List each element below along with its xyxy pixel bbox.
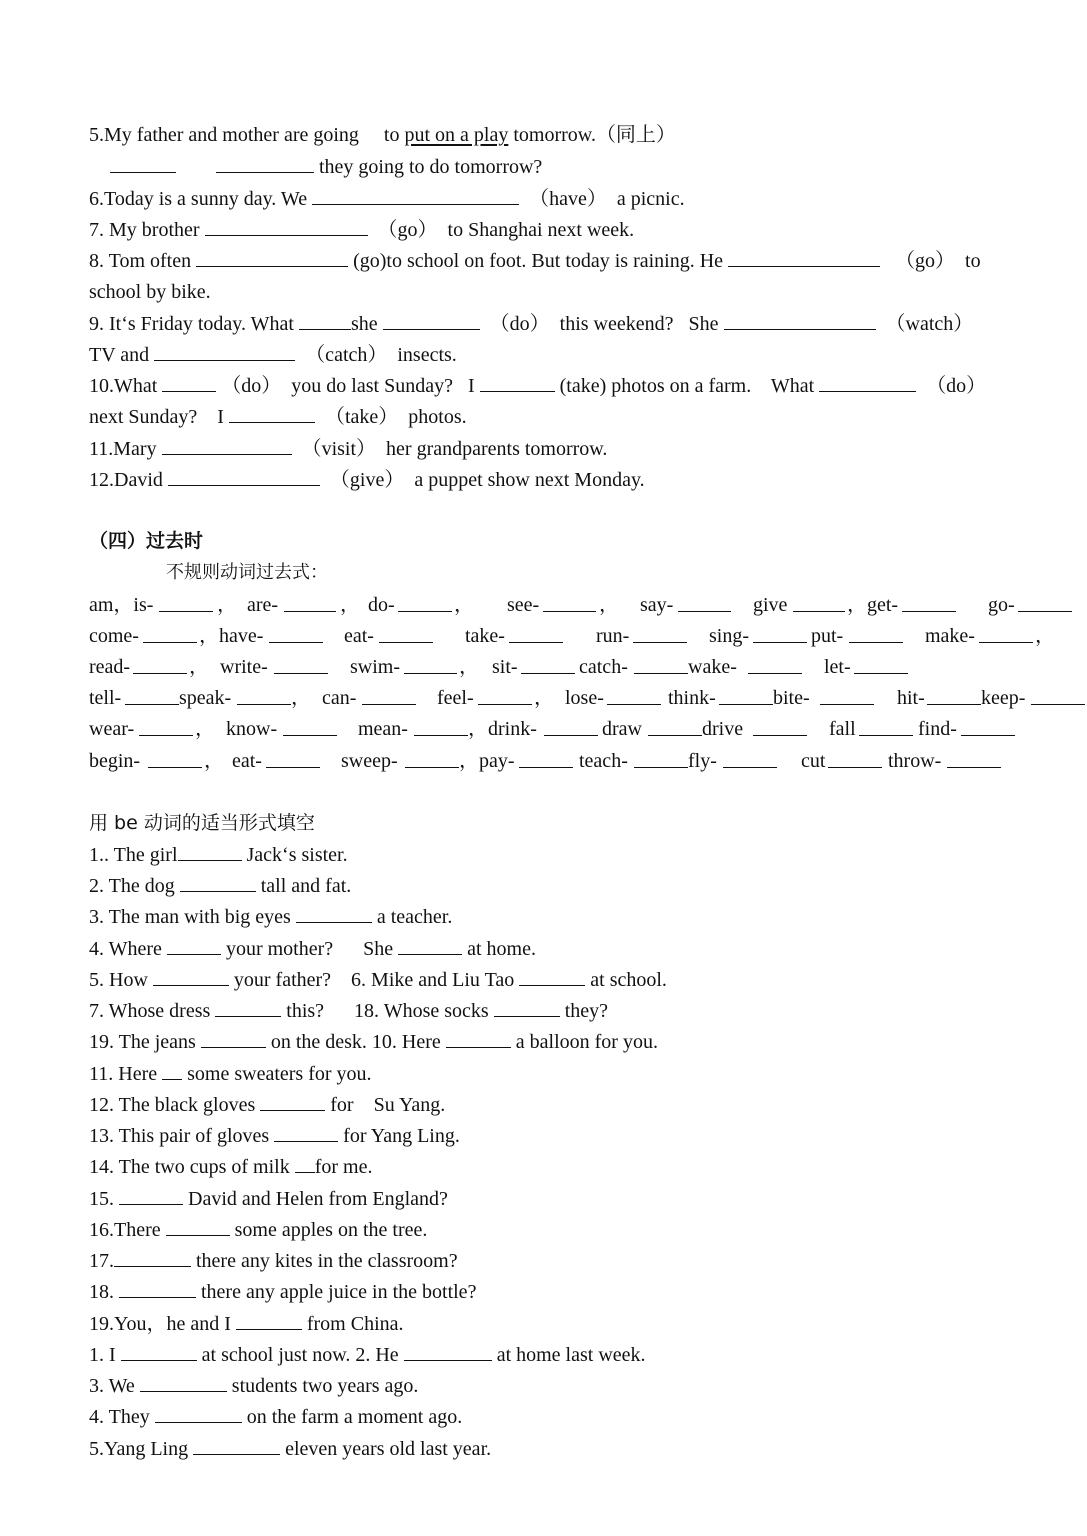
answer-blank[interactable] (379, 624, 433, 643)
answer-blank[interactable] (519, 749, 573, 768)
question-text: David and Helen from England? (188, 1188, 448, 1210)
answer-blank[interactable] (753, 624, 807, 643)
verb-item: cut (801, 750, 826, 772)
separator: ， (599, 594, 619, 616)
be-question (89, 1373, 418, 1398)
verb-item: am，is- (89, 594, 154, 616)
answer-blank[interactable] (140, 1373, 227, 1392)
answer-blank[interactable] (521, 655, 575, 674)
question-text: （do） you do last Sunday? I (221, 375, 475, 397)
verb-item: drive (702, 718, 744, 740)
question-text: at home. (467, 938, 536, 960)
question-text: 5.Yang Ling (89, 1438, 189, 1460)
separator: ， (217, 594, 237, 616)
be-question (89, 1217, 427, 1242)
question-text: 4. Where (89, 938, 162, 960)
verb-item: see- (507, 594, 540, 616)
answer-blank[interactable] (634, 749, 688, 768)
question-text: TV and (89, 344, 150, 366)
question-text: （watch） (885, 313, 974, 335)
question-8 (89, 248, 981, 273)
verb-item: ，get- (847, 594, 899, 616)
answer-blank[interactable] (193, 1436, 280, 1455)
answer-blank[interactable] (296, 904, 372, 923)
verb-item: bite- (773, 687, 810, 709)
be-question (89, 967, 667, 992)
separator: ， (195, 718, 215, 740)
verb-item: read- (89, 656, 131, 678)
answer-blank[interactable] (854, 655, 908, 674)
verb-item: swim- (350, 656, 400, 678)
answer-blank[interactable] (819, 373, 916, 392)
answer-blank[interactable] (820, 686, 874, 705)
question-text: next Sunday? I (89, 406, 224, 428)
question-text: 12.David (89, 469, 163, 491)
question-text: 6.Today is a sunny day. We (89, 188, 308, 210)
verb-item: sweep- (341, 750, 398, 772)
answer-blank[interactable] (478, 686, 532, 705)
answer-blank[interactable] (229, 404, 315, 423)
verb-item: feel- (437, 687, 474, 709)
answer-blank[interactable] (961, 717, 1015, 736)
answer-blank[interactable] (148, 749, 202, 768)
verb-item: tell- (89, 687, 122, 709)
verb-item: run- (596, 625, 630, 647)
answer-blank[interactable] (162, 373, 216, 392)
answer-blank[interactable] (728, 248, 880, 267)
answer-blank[interactable] (979, 624, 1033, 643)
answer-blank[interactable] (119, 1279, 196, 1298)
answer-blank[interactable] (180, 873, 256, 892)
question-text: tomorrow.（同上） (513, 124, 676, 146)
answer-blank[interactable] (119, 1186, 183, 1205)
question-text: tall and fat. (260, 875, 352, 897)
verb-item: fall (829, 718, 856, 740)
question-text: 18. (89, 1281, 114, 1303)
verb-item: draw (602, 718, 642, 740)
verb-item: sing- (709, 625, 749, 647)
verb-item: speak- (179, 687, 232, 709)
answer-blank[interactable] (648, 717, 702, 736)
question-10 (89, 373, 986, 398)
question-text: on the farm a moment ago. (246, 1406, 463, 1428)
answer-blank[interactable] (274, 1123, 338, 1142)
question-text: for Yang Ling. (343, 1125, 460, 1147)
question-text: （visit） her grandparents tomorrow. (301, 438, 608, 460)
verb-item: wear- (89, 718, 135, 740)
answer-blank[interactable] (178, 842, 242, 861)
question-text: a balloon for you. (515, 1031, 658, 1053)
be-question (89, 1123, 460, 1148)
be-question (89, 1092, 445, 1117)
answer-blank[interactable] (153, 967, 229, 986)
question-text: at school. (590, 969, 667, 991)
verb-item: ，pay- (459, 750, 515, 772)
answer-blank[interactable] (167, 936, 221, 955)
separator: ， (291, 687, 311, 709)
verb-item: let- (824, 656, 851, 678)
verb-item: lose- (565, 687, 604, 709)
question-text: some sweaters for you. (187, 1063, 372, 1085)
verb-item: teach- (579, 750, 628, 772)
answer-blank[interactable] (312, 186, 519, 205)
answer-blank[interactable] (1031, 686, 1085, 705)
question-text: 15. (89, 1188, 114, 1210)
answer-blank[interactable] (902, 593, 956, 612)
question-text: at home last week. (496, 1344, 646, 1366)
verb-item: give (753, 594, 788, 616)
question-9-line2 (89, 342, 457, 367)
answer-blank[interactable] (753, 717, 807, 736)
question-text: 17. (89, 1250, 114, 1272)
answer-blank[interactable] (237, 686, 291, 705)
question-10-line2 (89, 404, 467, 429)
answer-blank[interactable] (155, 1404, 242, 1423)
answer-blank[interactable] (494, 998, 560, 1017)
separator: ， (534, 687, 554, 709)
answer-blank[interactable] (159, 593, 213, 612)
verb-item: do- (368, 594, 395, 616)
answer-blank[interactable] (404, 1342, 492, 1361)
verb-item: sit- (492, 656, 518, 678)
be-question (89, 1061, 372, 1086)
answer-blank[interactable] (678, 593, 731, 612)
separator: ， (459, 656, 479, 678)
question-text: on the desk. 10. Here (270, 1031, 441, 1053)
question-6 (89, 186, 685, 211)
section-heading: （四）过去时 (89, 530, 204, 552)
question-text: 2. The dog (89, 875, 175, 897)
answer-blank[interactable] (125, 686, 179, 705)
question-text: at school just now. 2. He (201, 1344, 399, 1366)
be-question (89, 1029, 658, 1054)
verb-item: eat- (344, 625, 374, 647)
question-text: 3. We (89, 1375, 135, 1397)
answer-blank[interactable] (544, 717, 598, 736)
question-text: （take） photos. (324, 406, 467, 428)
answer-blank[interactable] (139, 717, 193, 736)
answer-blank[interactable] (607, 686, 661, 705)
be-question (89, 998, 608, 1023)
question-text: 7. Whose dress (89, 1000, 211, 1022)
verb-item: go- (988, 594, 1015, 616)
question-text: （have） a picnic. (529, 188, 685, 210)
question-text: 7. My brother (89, 219, 200, 241)
question-text: 11.Mary (89, 438, 157, 460)
answer-blank[interactable] (947, 749, 1001, 768)
be-question (89, 1404, 462, 1429)
answer-blank[interactable] (748, 655, 802, 674)
verb-item: find- (918, 718, 957, 740)
question-text: some apples on the tree. (234, 1219, 428, 1241)
question-text: 11. Here (89, 1063, 158, 1085)
answer-blank[interactable] (398, 593, 452, 612)
answer-blank[interactable] (168, 467, 320, 486)
question-11 (89, 436, 607, 461)
answer-blank[interactable] (166, 1217, 230, 1236)
question-text: for me. (314, 1156, 373, 1178)
be-question (89, 936, 536, 961)
answer-blank[interactable] (828, 749, 882, 768)
verb-item: catch- (579, 656, 628, 678)
question-text: 9. It‘s Friday today. What (89, 313, 294, 335)
question-text: 1. I (89, 1344, 116, 1366)
question-text: 10.What (89, 375, 158, 397)
question-text: there any apple juice in the bottle? (201, 1281, 477, 1303)
answer-blank[interactable] (480, 373, 555, 392)
question-text: 19.You，he and I (89, 1313, 231, 1335)
verb-item: write- (220, 656, 268, 678)
answer-blank[interactable] (196, 248, 348, 267)
answer-blank[interactable] (216, 154, 314, 173)
question-text: 5.My father and mother are going (89, 124, 359, 146)
section-subheading: 不规则动词过去式： (166, 562, 328, 583)
be-question (89, 1186, 448, 1211)
be-question (89, 1279, 476, 1304)
answer-blank[interactable] (201, 1029, 266, 1048)
verb-item: keep- (981, 687, 1026, 709)
question-text: （go） to Shanghai next week. (377, 219, 635, 241)
verb-item: are- (247, 594, 279, 616)
verb-item: know- (226, 718, 278, 740)
answer-blank[interactable] (723, 749, 777, 768)
question-text: they? (564, 1000, 608, 1022)
question-text: Jack‘s sister. (246, 844, 348, 866)
question-5-line2 (110, 154, 542, 179)
be-question (89, 904, 452, 929)
be-question (89, 1248, 458, 1273)
question-5 (89, 123, 676, 147)
question-8-line2 (89, 280, 211, 304)
answer-blank[interactable] (162, 436, 292, 455)
question-text: this? 18. Whose socks (286, 1000, 489, 1022)
question-text: she (350, 313, 378, 335)
question-text: （catch） insects. (305, 344, 457, 366)
answer-blank[interactable] (398, 936, 462, 955)
verb-item: wake- (688, 656, 737, 678)
question-text: 8. Tom often (89, 250, 192, 272)
question-text: 12. The black gloves (89, 1094, 256, 1116)
question-text: for Su Yang. (330, 1094, 446, 1116)
question-text: your father? 6. Mike and Liu Tao (233, 969, 515, 991)
answer-blank[interactable] (114, 1248, 191, 1267)
verb-item: say- (640, 594, 674, 616)
question-7 (89, 217, 634, 242)
verb-item: ，have- (199, 625, 264, 647)
answer-blank[interactable] (284, 593, 336, 612)
question-text: there any kites in the classroom? (196, 1250, 458, 1272)
question-text: 19. The jeans (89, 1031, 196, 1053)
answer-blank[interactable] (162, 1061, 182, 1080)
question-12 (89, 467, 645, 492)
be-question (89, 1154, 373, 1179)
question-text: students two years ago. (231, 1375, 419, 1397)
verb-item: mean- (358, 718, 408, 740)
be-question (89, 1436, 491, 1461)
verb-item: fly- (688, 750, 717, 772)
question-text: school by bike. (89, 281, 211, 303)
answer-blank[interactable] (849, 624, 903, 643)
answer-blank[interactable] (299, 311, 351, 330)
question-9 (89, 311, 973, 336)
separator: ， (340, 594, 360, 616)
answer-blank[interactable] (793, 593, 845, 612)
be-question (89, 842, 348, 867)
verb-item: come- (89, 625, 139, 647)
verb-item: hit- (897, 687, 925, 709)
question-text: 3. The man with big eyes (89, 906, 291, 928)
question-text: a teacher. (376, 906, 453, 928)
answer-blank[interactable] (404, 655, 457, 674)
question-text: （do） (926, 375, 987, 397)
answer-blank[interactable] (519, 967, 585, 986)
answer-blank[interactable] (362, 686, 416, 705)
question-text: (go)to school on foot. But today is raining. He (353, 250, 724, 272)
section-heading: 用 be 动词的适当形式填空 (89, 812, 315, 834)
answer-blank[interactable] (719, 686, 773, 705)
be-question (89, 1311, 404, 1336)
answer-blank[interactable] (383, 311, 480, 330)
separator: ， (454, 594, 474, 616)
be-question (89, 873, 351, 898)
question-text: （go） to (895, 250, 981, 272)
answer-blank[interactable] (1018, 593, 1072, 612)
question-text: from China. (306, 1313, 404, 1335)
answer-blank[interactable] (927, 686, 981, 705)
verb-item: think- (668, 687, 716, 709)
verb-item: take- (465, 625, 505, 647)
answer-blank[interactable] (543, 593, 596, 612)
answer-blank[interactable] (143, 624, 197, 643)
answer-blank[interactable] (634, 655, 688, 674)
verb-item: put- (811, 625, 844, 647)
question-text: to (383, 124, 400, 146)
answer-blank[interactable] (205, 217, 368, 236)
answer-blank[interactable] (446, 1029, 511, 1048)
answer-blank[interactable] (110, 154, 176, 173)
verb-item: throw- (888, 750, 942, 772)
answer-blank[interactable] (509, 624, 563, 643)
question-text: （give） a puppet show next Monday. (329, 469, 645, 491)
answer-blank[interactable] (283, 717, 337, 736)
separator: ， (1035, 625, 1055, 647)
verb-item: ，drink- (468, 718, 537, 740)
verb-item: eat- (232, 750, 262, 772)
answer-blank[interactable] (260, 1092, 325, 1111)
question-text: 1.. The girl (89, 844, 178, 866)
question-text: 4. They (89, 1406, 150, 1428)
answer-blank[interactable] (269, 624, 323, 643)
question-text: your mother? She (225, 938, 394, 960)
answer-blank[interactable] (295, 1154, 315, 1173)
underlined-phrase: put on a play (404, 124, 509, 146)
question-text: （do） this weekend? She (489, 313, 719, 335)
question-text: 16.There (89, 1219, 161, 1241)
question-text: 14. The two cups of milk (89, 1156, 290, 1178)
answer-blank[interactable] (633, 624, 687, 643)
question-text: they going to do tomorrow? (319, 156, 543, 178)
be-question (89, 1342, 646, 1367)
answer-blank[interactable] (859, 717, 913, 736)
answer-blank[interactable] (215, 998, 281, 1017)
answer-blank[interactable] (266, 749, 320, 768)
answer-blank[interactable] (121, 1342, 197, 1361)
verb-item: can- (322, 687, 357, 709)
answer-blank[interactable] (274, 655, 328, 674)
question-text: eleven years old last year. (285, 1438, 492, 1460)
verb-item: begin- (89, 750, 141, 772)
question-text: (take) photos on a farm. What (559, 375, 815, 397)
verb-item: make- (925, 625, 975, 647)
question-text: 13. This pair of gloves (89, 1125, 270, 1147)
answer-blank[interactable] (405, 749, 459, 768)
answer-blank[interactable] (724, 311, 876, 330)
answer-blank[interactable] (154, 342, 295, 361)
question-text: 5. How (89, 969, 148, 991)
separator: ， (189, 656, 209, 678)
answer-blank[interactable] (414, 717, 468, 736)
answer-blank[interactable] (133, 655, 187, 674)
answer-blank[interactable] (236, 1311, 302, 1330)
separator: ， (204, 750, 224, 772)
